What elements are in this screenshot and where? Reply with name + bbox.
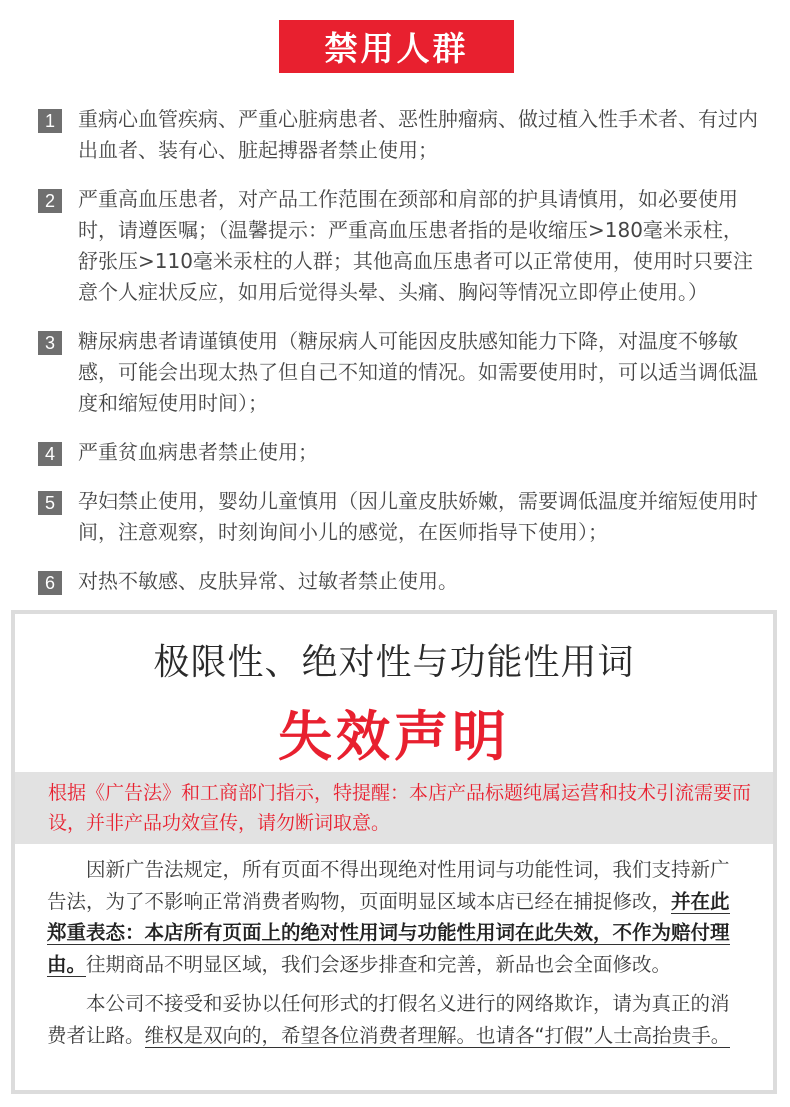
item-text: 严重贫血病患者禁止使用； (78, 440, 318, 464)
paragraph-text: 往期商品不明显区域，我们会逐步排查和完善，新品也会全面修改。 (86, 952, 672, 976)
notice-banner: 根据《广告法》和工商部门指示，特提醒：本店产品标题纯属运营和技术引流需要而设，并非产品功效宣传，请勿断词取意。 (15, 772, 773, 844)
item-number-badge: 2 (38, 189, 62, 213)
disclaimer-paragraph-2 (47, 988, 747, 1051)
emphasized-statement: 并在此郑重表态：本店所有页面上的绝对性用词与功能性用词在此失效，不作为赔付理由。 (47, 889, 730, 976)
item-number-badge: 6 (38, 571, 62, 595)
item-number-badge: 3 (38, 331, 62, 355)
list-item (38, 184, 760, 308)
item-number-badge: 5 (38, 491, 62, 515)
restriction-list (38, 104, 760, 615)
disclaimer-paragraph-1 (47, 854, 747, 980)
list-item (38, 566, 760, 597)
list-item (38, 486, 760, 548)
item-number-badge: 4 (38, 442, 62, 466)
item-text: 严重高血压患者，对产品工作范围在颈部和肩部的护具请慎用，如必要使用时，请遵医嘱；（温馨提示：严重高血压患者指的是收缩压>180毫米汞柱，舒张压>110毫米汞柱的人群；其他高血压患者可以正常使用，使用时只要注意个人症状反应，如用后觉得头晕、头痛、胸闷等情况立即停止使用。） (78, 187, 753, 304)
item-text: 孕妇禁止使用，婴幼儿童慎用（因儿童皮肤娇嫩，需要调低温度并缩短使用时间，注意观察，时刻询间小儿的感觉，在医师指导下使用）； (78, 489, 758, 544)
page-title: 禁用人群 (279, 20, 514, 73)
item-text: 重病心血管疾病、严重心脏病患者、恶性肿瘤病、做过植入性手术者、有过内出血者、装有心、脏起搏器者禁止使用； (78, 107, 758, 162)
disclaimer-panel (11, 610, 777, 1094)
underlined-statement: 维权是双向的，希望各位消费者理解。也请各“打假”人士高抬贵手。 (144, 1023, 731, 1047)
paragraph-text: 因新广告法规定，所有页面不得出现绝对性用词与功能性词，我们支持新广告法，为了不影响正常消费者购物，页面明显区域本店已经在捕捉修改， (47, 858, 730, 913)
item-text: 糖尿病患者请谨镇使用（糖尿病人可能因皮肤感知能力下降，对温度不够敏感，可能会出现太热了但自己不知道的情况。如需要使用时，可以适当调低温度和缩短使用时间）； (78, 329, 758, 415)
item-number-badge: 1 (38, 109, 62, 133)
disclaimer-heading: 极限性、绝对性与功能性用词 (153, 642, 635, 683)
list-item (38, 104, 760, 166)
disclaimer-subheading: 失效声明 (278, 705, 510, 768)
list-item (38, 437, 760, 468)
list-item (38, 326, 760, 419)
paragraph-text: 本公司不接受和妥协以任何形式的打假名义进行的网络欺诈，请为真正的消费者让路。 (47, 992, 730, 1047)
item-text: 对热不敏感、皮肤异常、过敏者禁止使用。 (78, 569, 458, 593)
